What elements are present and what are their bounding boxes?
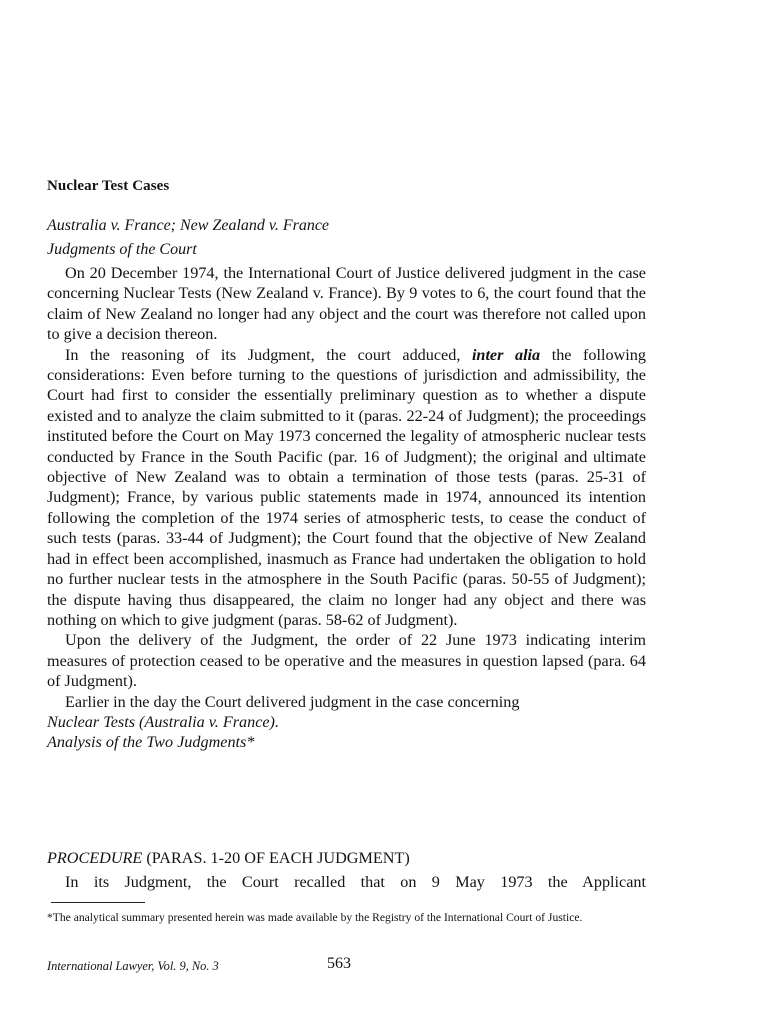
procedure-text: In its Judgment, the Court recalled that on 9 May 1973 the Applicant [65, 873, 646, 891]
procedure-heading [47, 849, 410, 868]
footnote: *The analytical summary presented herein was made available by the Registry of the International Court of Justice. [47, 911, 583, 924]
analysis-heading: Analysis of the Two Judgments* [47, 733, 255, 752]
reasoning-text-start: In the reasoning of its Judgment, the court adduced, [65, 345, 472, 364]
procedure-heading-rest: (PARAS. 1-20 OF EACH JUDGMENT) [142, 849, 410, 867]
case-parties-subtitle: Australia v. France; New Zealand v. France [47, 217, 330, 234]
body-text [47, 263, 646, 753]
section-title: Nuclear Test Cases [47, 178, 170, 194]
reasoning-text-rest: the following considerations: Even before turning to the questions of jurisdiction and admissibility, the Court had first to consider the essentially preliminary question as to whether a dispute existed and to analyze the claim submitted to it (paras. 22-24 of Judgment); the proceedings instituted before the Court on May 1973 concerned the legality of atmospheric nuclear tests conducted by France in the South Pacific (par. 16 of Judgment); the original and ultimate objective of New Zealand was to obtain a termination of those tests (paras. 25-31 of Judgment); France, by various public statements made in 1974, announced its intention following the completion of the 1974 series of atmospheric tests, to cease the conduct of such tests (paras. 33-44 of Judgment); the Court found that the objective of New Zealand had in effect been accomplished, inasmuch as France had undertaken the obligation to hold no further nuclear tests in the atmosphere in the South Pacific (paras. 50-55 of Judgment); the dispute having thus disappeared, the claim no longer had any object and there was nothing on which to give judgment (paras. 58-62 of Judgment). [47, 345, 646, 629]
journal-citation: International Lawyer, Vol. 9, No. 3 [47, 959, 219, 973]
paragraph-reasoning [47, 345, 646, 631]
footnote-rule [51, 902, 145, 903]
australia-case-title: Nuclear Tests (Australia v. France). [47, 712, 279, 731]
page-number: 563 [327, 955, 351, 972]
paragraph-australia-case: Earlier in the day the Court delivered judgment in the case concerning [65, 692, 520, 711]
procedure-heading-italic: PROCEDURE [47, 849, 143, 867]
inter-alia-emphasis: inter alia [471, 345, 541, 364]
paragraph-judgment-delivery: On 20 December 1974, the International Court of Justice delivered judgment in the case concerning Nuclear Tests (New Zealand v. France). By 9 votes to 6, the court found that the claim of New Zealand no longer had any object and the court was therefore not called upon to give a decision thereon. [47, 264, 646, 344]
document-page [47, 0, 646, 1024]
judgments-subtitle: Judgments of the Court [47, 241, 197, 258]
paragraph-interim-measures: Upon the delivery of the Judgment, the order of 22 June 1973 indicating interim measures of protection ceased to be operative and the measures in question lapsed (para. 64 of Judgment). [47, 631, 646, 691]
